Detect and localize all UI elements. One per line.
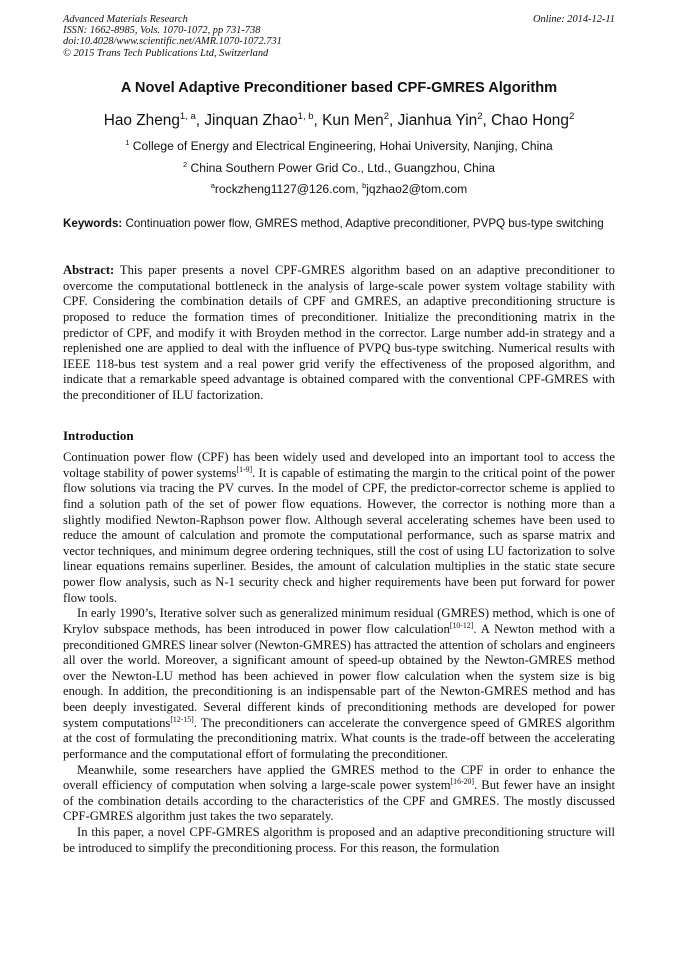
journal-header xyxy=(63,14,615,59)
introduction-body xyxy=(63,450,615,856)
author-affiliation-mark: 2 xyxy=(477,110,483,122)
author-name: Hao Zheng xyxy=(103,112,180,129)
paragraph-text: . But fewer have an insight of the combination details according to the characteristics of the CPF and GMRES. The mostly discussed CPF-GMRES algorithm just takes the two separately. xyxy=(63,778,615,824)
affiliation-mark: 1 xyxy=(125,137,130,147)
copyright-line: © 2015 Trans Tech Publications Ltd, Switzerland xyxy=(63,47,269,59)
paragraph xyxy=(63,450,615,606)
keywords-text: Continuation power flow, GMRES method, Adaptive preconditioner, PVPQ bus-type switching xyxy=(122,217,604,230)
paragraph-text: Continuation power flow (CPF) has been widely used and developed into an important tool to access the voltage stability of power systems xyxy=(63,450,615,480)
citation: [12-15] xyxy=(170,714,194,724)
affiliation-text: China Southern Power Grid Co., Ltd., Guangzhou, China xyxy=(187,161,496,175)
affiliation-text: College of Energy and Electrical Engineering, Hohai University, Nanjing, China xyxy=(129,139,553,153)
email-mark: a xyxy=(210,180,215,190)
email-a: rockzheng1127@126.com, xyxy=(214,182,363,196)
paragraph-text: Meanwhile, some researchers have applied the GMRES method to the CPF in order to enhance the overall efficiency of computation when solving a large-scale power system xyxy=(63,762,615,793)
issn-line: ISSN: 1662-8985, Vols. 1070-1072, pp 731-738 xyxy=(63,25,261,37)
author-affiliation-mark: 1, b xyxy=(297,110,314,122)
abstract-text: This paper presents a novel CPF-GMRES algorithm based on an adaptive preconditioner to overcome the computational bottleneck in the analysis of large-scale power system voltage stability with CPF. Considering the combination details of CPF and GMRES, an adaptive preconditioning structure is proposed to reduce the formation times of preconditioner. Initialize the preconditioning matrix in the predictor of CPF, and modify it with Broyden method in the corrector. Large number add-in strategy and a replenished one are applied to deal with the influence of PVPQ bus-type switching. Numerical results with IEEE 118-bus test system and a real power grid verify the effectiveness of the proposed algorithm, and indicate that a remarkable speed advantage is obtained compared with the conventional CPF-GMRES with the preconditioner of ILU factorization. xyxy=(63,263,615,402)
keywords xyxy=(63,216,615,232)
citation: [10-12] xyxy=(449,620,474,630)
author-affiliation-mark: 2 xyxy=(383,110,390,122)
journal-name: Advanced Materials Research xyxy=(63,14,188,25)
doi-line: doi:10.4028/www.scientific.net/AMR.1070-1072.731 xyxy=(63,36,282,48)
author-name: Chao Hong xyxy=(491,112,569,129)
email-mark: b xyxy=(362,180,367,190)
author-affiliation-mark: 2 xyxy=(568,110,575,122)
paragraph xyxy=(63,763,615,826)
paragraph-text: . It is capable of estimating the margin to the critical point of the power flow solutions via tracing the PV curves. In the model of CPF, the predictor-corrector scheme is applied to find a solution path of the set of power flow equations. However, the corrector is nothing more than a slightly modified Newton-Raphson power flow. Although several accelerating schemes have been used to reduce the amount of calculation and promote the computational performance, such as sparse matrix and vector techniques, and minimum degree ordering techniques, still the cost of using LU factorization to solve linear equations remains superliner. Besides, the amount of calculation multiplies in the static state secure power flow analysis, such as N-1 security check and higher requirements have been put forward for power flow tools. xyxy=(63,465,615,605)
paragraph: In this paper, a novel CPF-GMRES algorithm is proposed and an adaptive preconditioning structure will be introduced to simplify the preconditioning process. For this reason, the formulation xyxy=(63,825,615,855)
affiliation-2 xyxy=(63,161,615,175)
abstract xyxy=(63,263,615,404)
email-b: jqzhao2@tom.com xyxy=(366,182,468,196)
affiliation-mark: 2 xyxy=(182,159,188,169)
citation: [16-20] xyxy=(450,776,475,786)
abstract-label: Abstract: xyxy=(63,263,115,277)
paragraph-text: . A Newton method with a preconditioned GMRES linear solver (Newton-GMRES) has attracted the attention of scholars and engineers all over the world. Moreover, a significant amount of speed-up obtained by the Newton-GMRES method over the Newton-LU method has been achieved in power flow calculation when the system size is big enough. In addition, the preconditioning is an indispensable part of the Newton-GMRES method and has been deeply investigated. Several different kinds of preconditioning methods are developed for power system computations xyxy=(63,621,615,730)
author-name: Jianhua Yin xyxy=(397,112,478,129)
author-name: Jinquan Zhao xyxy=(204,112,298,129)
author-separator: , xyxy=(389,112,398,129)
affiliation-1 xyxy=(63,139,615,153)
keywords-label: Keywords: xyxy=(63,217,123,230)
author-list xyxy=(63,112,615,130)
author-separator: , xyxy=(482,112,492,129)
paragraph-text: . The preconditioners can accelerate the convergence speed of GMRES algorithm at the cost of formulating the preconditioning matrix. What counts is the trade-off between the accelerating performance and the computational effort of formulating the preconditioner. xyxy=(63,715,615,761)
author-name: Kun Men xyxy=(322,112,384,129)
author-emails xyxy=(63,182,615,196)
online-date: Online: 2014-12-11 xyxy=(532,14,615,25)
author-separator: , xyxy=(195,112,205,129)
paragraph-text: In early 1990’s, Iterative solver such as generalized minimum residual (GMRES) method, which is one of Krylov subspace methods, has been introduced in power flow calculation xyxy=(63,606,615,636)
author-separator: , xyxy=(313,112,323,129)
paper-title: A Novel Adaptive Preconditioner based CPF-GMRES Algorithm xyxy=(120,80,558,96)
citation: [1-9] xyxy=(236,464,253,474)
author-affiliation-mark: 1, a xyxy=(179,110,196,122)
paragraph xyxy=(63,606,615,762)
section-heading-introduction: Introduction xyxy=(63,428,134,443)
